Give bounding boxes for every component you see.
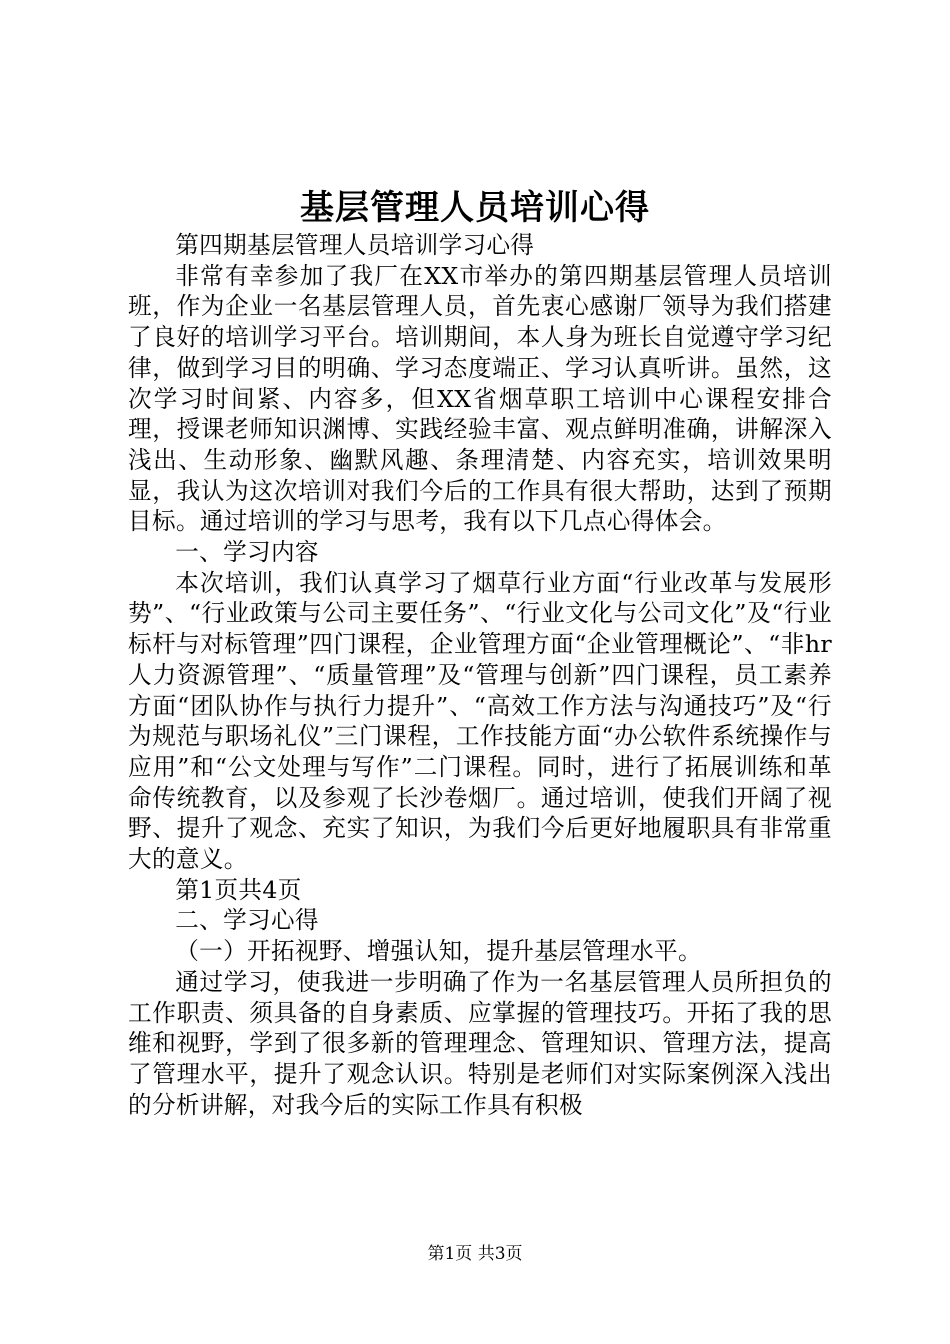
subtitle-paragraph: 第四期基层管理人员培训学习心得 xyxy=(175,231,535,259)
document-title: 基层管理人员培训心得 xyxy=(300,188,650,228)
page-footer: 第1页 共3页 xyxy=(427,1244,523,1264)
insights-paragraph: 通过学习，使我进一步明确了作为一名基层管理人员所担负的工作职责、须具备的自身素质、应掌握的管理技巧。开拓了我的思维和视野，学到了很多新的管理理念、管理知识、管理方法，提高了管理水平，提升了观念认识。特别是老师们对实际案例深入浅出的分析讲解，对我今后的实际工作具有积极 xyxy=(128,967,832,1119)
document-body xyxy=(128,230,832,1120)
section-heading-insights: 二、学习心得 xyxy=(175,906,319,935)
inline-page-marker: 第1页共4页 xyxy=(175,875,302,904)
subsection-heading: （一）开拓视野、增强认知，提升基层管理水平。 xyxy=(175,937,702,966)
content-paragraph: 本次培训，我们认真学习了烟草行业方面“行业改革与发展形势”、“行业政策与公司主要任务”、“行业文化与公司文化”及“行业标杆与对标管理”四门课程，企业管理方面“企业管理概论”、“非hr人力资源管理”、“质量管理”及“管理与创新”四门课程，员工素养方面“团队协作与执行力提升”、“高效工作方法与沟通技巧”及“行为规范与职场礼仪”三门课程，工作技能方面“办公软件系统操作与应用”和“公文处理与写作”二门课程。同时，进行了拓展训练和革命传统教育，以及参观了长沙卷烟厂。通过培训，使我们开阔了视野、提升了观念、充实了知识，为我们今后更好地履职具有非常重大的意义。 xyxy=(128,568,832,874)
section-heading-content: 一、学习内容 xyxy=(175,538,319,567)
intro-paragraph: 非常有幸参加了我厂在XX市举办的第四期基层管理人员培训班，作为企业一名基层管理人员，首先衷心感谢厂领导为我们搭建了良好的培训学习平台。培训期间，本人身为班长自觉遵守学习纪律，做到学习目的明确、学习态度端正、学习认真听讲。虽然，这次学习时间紧、内容多，但XX省烟草职工培训中心课程安排合理，授课老师知识渊博、实践经验丰富、观点鲜明准确，讲解深入浅出、生动形象、幽默风趣、条理清楚、内容充实，培训效果明显，我认为这次培训对我们今后的工作具有很大帮助，达到了预期目标。通过培训的学习与思考，我有以下几点心得体会。 xyxy=(128,261,832,536)
